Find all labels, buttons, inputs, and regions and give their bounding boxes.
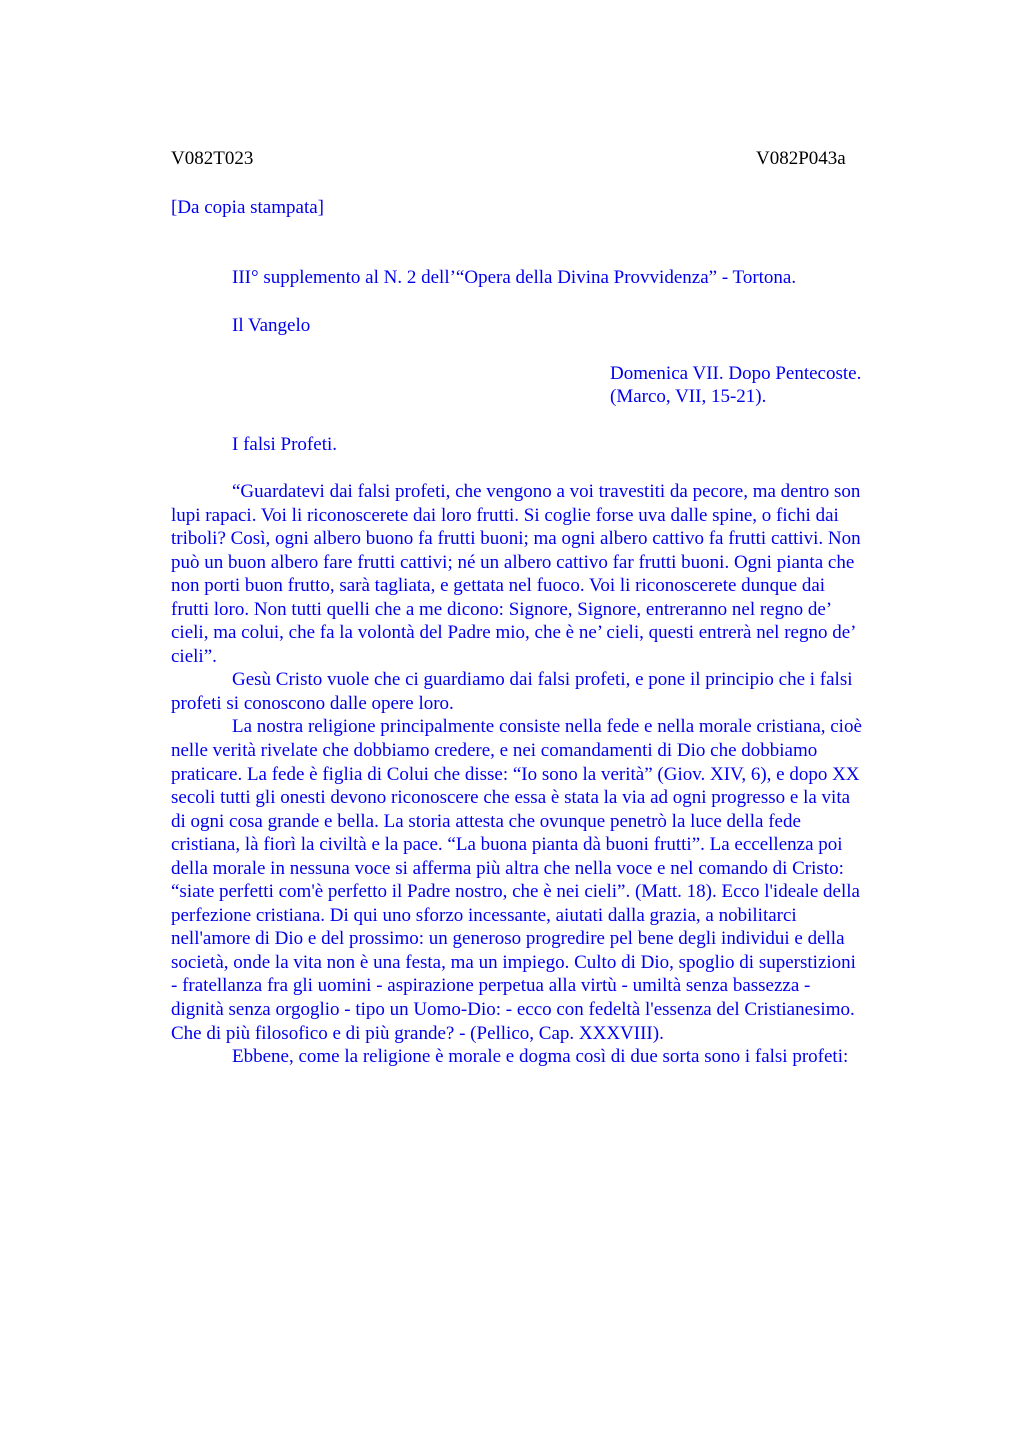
body-line: La nostra religione principalmente consiste nella fede e nella morale cristiana, cioè (232, 716, 862, 738)
body-line: cristiana, là fiorì la civiltà e la pace. “La buona pianta dà buoni frutti”. La eccellenza poi (171, 834, 843, 856)
body-line: cieli, ma colui, che fa la volontà del Padre mio, che è ne’ cieli, questi entrerà nel regno de’ (171, 622, 857, 644)
body-line: - fratellanza fra gli uomini - aspirazione perpetua alla virtù - umiltà senza bassezza - (171, 975, 811, 997)
body-line: triboli? Così, ogni albero buono fa frutti buoni; ma ogni albero cattivo fa frutti cattivi. Non (171, 528, 861, 550)
header-right-code: V082P043a (756, 148, 846, 169)
body-line: “Guardatevi dai falsi profeti, che vengono a voi travestiti da pecore, ma dentro son (232, 481, 861, 502)
body-line: perfezione cristiana. Di qui uno sforzo incessante, aiutati dalla grazia, a nobilitarci (171, 904, 797, 926)
body-line: cieli”. (171, 645, 217, 667)
section-title: Il Vangelo (232, 315, 311, 336)
body-line: praticare. La fede è figlia di Colui che disse: “Io sono la verità” (Giov. XIV, 6), e dopo XX (171, 763, 860, 785)
liturgical-day-line-2: (Marco, VII, 15-21). (610, 386, 767, 407)
body-line: nelle verità rivelate che dobbiamo credere, e nei comandamenti di Dio che dobbiamo (171, 740, 818, 762)
body-line: “siate perfetti com'è perfetto il Padre nostro, che è nei cieli”. (Matt. 18). Ecco l'ideale della (171, 881, 860, 903)
subtitle: I falsi Profeti. (232, 434, 338, 455)
body-line: di ogni cosa grande e bella. La storia attesta che ovunque penetrò la luce della fede (171, 810, 801, 832)
body-line: Ebbene, come la religione è morale e dogma così di due sorta sono i falsi profeti: (232, 1046, 849, 1068)
body-line: dignità senza orgoglio - tipo un Uomo-Dio: - ecco con fedeltà l'essenza del Cristianesimo. (171, 999, 855, 1021)
body-line: Gesù Cristo vuole che ci guardiamo dai falsi profeti, e pone il principio che i falsi (232, 669, 853, 691)
supplement-line: III° supplemento al N. 2 dell’“Opera della Divina Provvidenza” - Tortona. (232, 267, 797, 288)
body-line: società, onde la vita non è una festa, ma un impiego. Culto di Dio, spoglio di superstizioni (171, 951, 856, 973)
body-line: profeti si conoscono dalle opere loro. (171, 692, 454, 714)
body-line: nell'amore di Dio e del prossimo: un generoso progredire pel bene degli individui e della (171, 928, 845, 950)
body-line: della morale in nessuna voce si afferma più altra che nella voce e nel comando di Cristo: (171, 857, 844, 879)
body-line: può un buon albero fare frutti cattivi; né un albero cattivo far frutti buoni. Ogni pianta che (171, 551, 855, 573)
header-left-code: V082T023 (171, 148, 254, 169)
source-note: [Da copia stampata] (171, 197, 324, 218)
body-line: lupi rapaci. Voi li riconoscerete dai loro frutti. Si coglie forse uva dalle spine, o fichi dai (171, 504, 839, 526)
body-line: Che di più filosofico e di più grande? - (Pellico, Cap. XXXVIII). (171, 1022, 664, 1044)
body-line: frutti loro. Non tutti quelli che a me dicono: Signore, Signore, entreranno nel regno de’ (171, 598, 833, 620)
body-line: secoli tutti gli onesti devono riconoscere che essa è stata la via ad ogni progresso e la vita (171, 787, 851, 809)
body-line: non porti buon frutto, sarà tagliata, e gettata nel fuoco. Voi li riconoscerete dunque dai (171, 575, 826, 597)
liturgical-day-line-1: Domenica VII. Dopo Pentecoste. (610, 363, 862, 384)
body-text (171, 480, 931, 1069)
